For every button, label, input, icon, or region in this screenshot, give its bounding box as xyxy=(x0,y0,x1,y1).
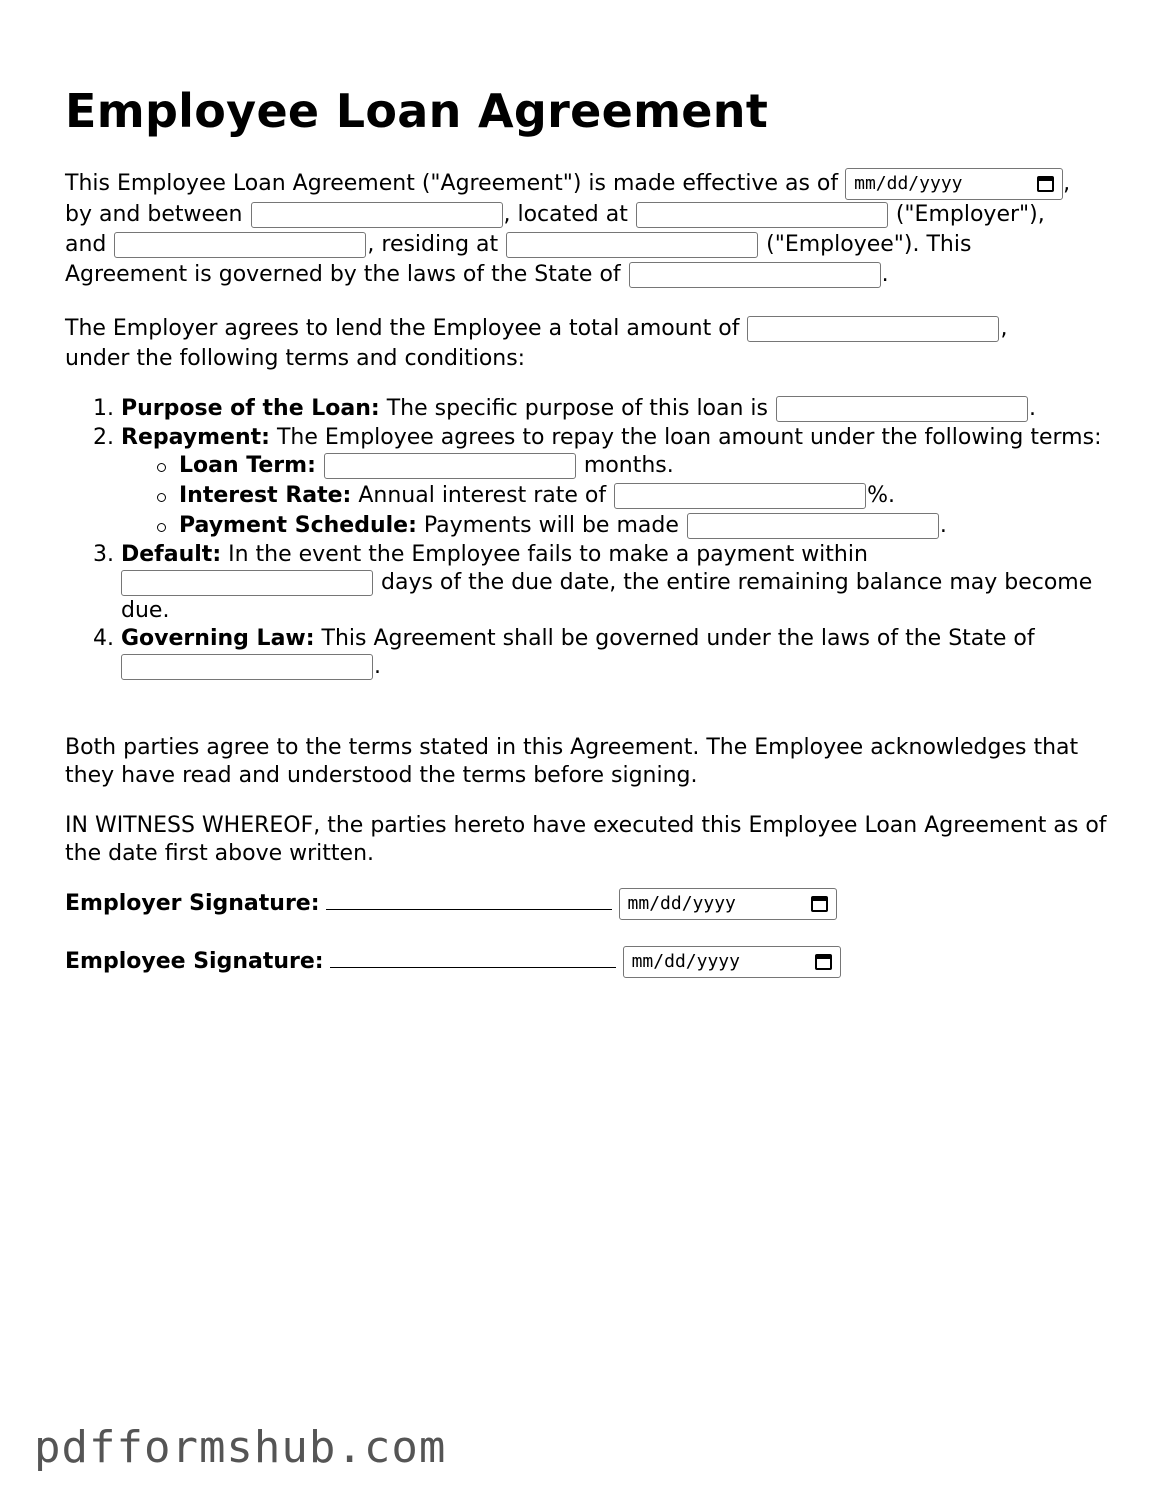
list-item: Payment Schedule: Payments will be made . xyxy=(179,511,1115,541)
loan-purpose-input[interactable] xyxy=(776,396,1028,422)
loan-term-input[interactable] xyxy=(324,453,576,479)
interest-rate-input[interactable] xyxy=(614,483,866,509)
list-item: Loan Term: months. xyxy=(179,451,1115,481)
employee-signature-line[interactable] xyxy=(330,947,616,968)
witness-paragraph: IN WITNESS WHEREOF, the parties hereto have executed this Employee Loan Agreement as of the date first above written. xyxy=(65,813,1107,866)
employee-date-input[interactable]: mm/dd/yyyy xyxy=(623,946,841,978)
calendar-icon[interactable] xyxy=(811,896,828,912)
calendar-icon[interactable] xyxy=(815,954,832,970)
watermark: pdfformshub.com xyxy=(34,1422,447,1473)
employee-signature-row: Employee Signature: mm/dd/yyyy xyxy=(65,946,1115,978)
employee-name-input[interactable] xyxy=(114,232,366,258)
loan-amount-input[interactable] xyxy=(747,316,999,342)
terms-list xyxy=(65,394,1115,681)
list-item: 3. Default: In the event the Employee fails to make a payment within days of the due date, the entire remaining balance may become due. xyxy=(121,541,1115,625)
employee-address-input[interactable] xyxy=(506,232,758,258)
acknowledgement-paragraph: Both parties agree to the terms stated in this Agreement. The Employee acknowledges that they have read and understood the terms before signing. xyxy=(65,735,1079,788)
effective-date-input[interactable]: mm/dd/yyyy xyxy=(845,168,1063,200)
list-item: 2. Repayment: The Employee agrees to repay the loan amount under the following terms: Loan Term: months. Interest Rate: Annual interest rate of %. Payment Schedule: Payments will be made . xyxy=(121,424,1115,541)
payment-schedule-input[interactable] xyxy=(687,513,939,539)
grace-days-input[interactable] xyxy=(121,570,373,596)
calendar-icon[interactable] xyxy=(1037,176,1054,192)
page-title: Employee Loan Agreement xyxy=(65,84,769,138)
intro-paragraph: This Employee Loan Agreement ("Agreement") is made effective as of mm/dd/yyyy , by and between , located at ("Employer"), and , residing at ("Employee"). This Agreement is governed by the laws of the State of . xyxy=(65,168,1115,290)
governing-state-input[interactable] xyxy=(629,262,881,288)
employer-address-input[interactable] xyxy=(636,202,888,228)
list-item: 1. Purpose of the Loan: The specific purpose of this loan is . xyxy=(121,394,1115,424)
list-item: 4. Governing Law: This Agreement shall be governed under the laws of the State of . xyxy=(121,625,1115,681)
amount-paragraph: The Employer agrees to lend the Employee a total amount of , under the following terms and conditions: xyxy=(65,316,1008,371)
employer-name-input[interactable] xyxy=(251,202,503,228)
employer-signature-line[interactable] xyxy=(326,889,612,910)
list-item: Interest Rate: Annual interest rate of %. xyxy=(179,481,1115,511)
employer-date-input[interactable]: mm/dd/yyyy xyxy=(619,888,837,920)
governing-law-state-input[interactable] xyxy=(121,654,373,680)
employer-signature-row: Employer Signature: mm/dd/yyyy xyxy=(65,888,1115,920)
